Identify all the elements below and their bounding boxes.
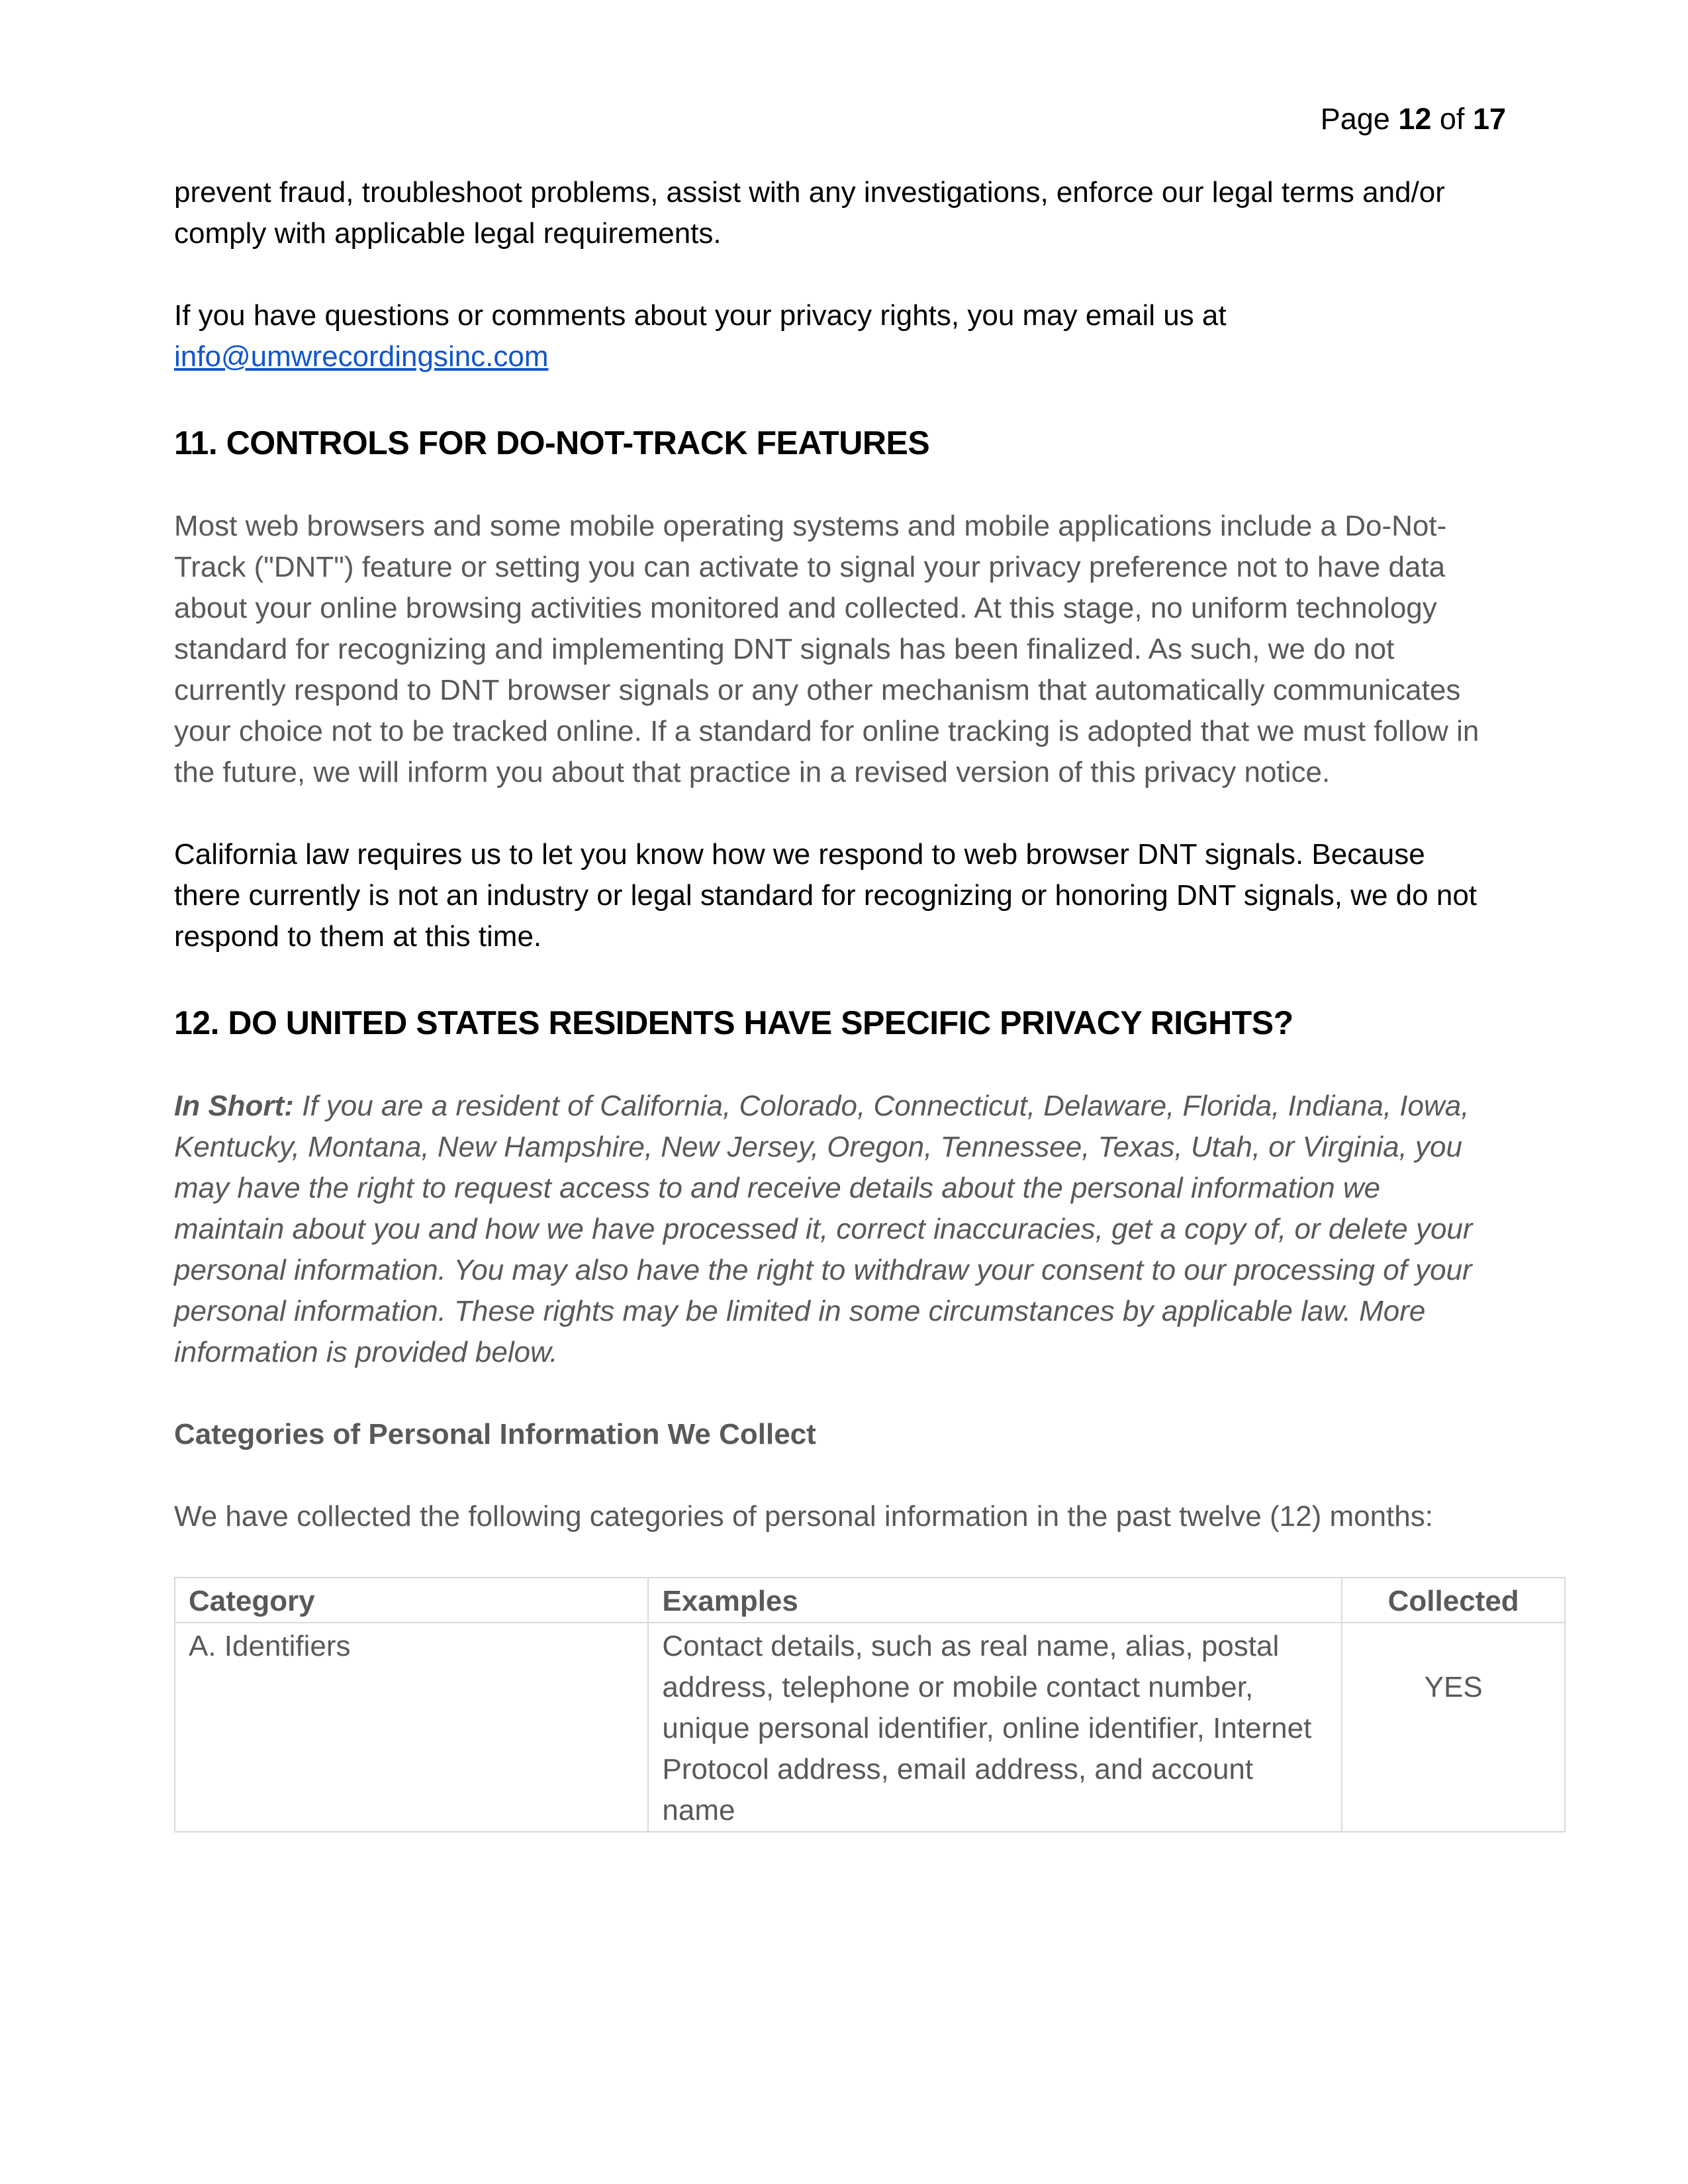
contact-email-link[interactable]: info@umwrecordingsinc.com — [174, 340, 549, 373]
page-label-prefix: Page — [1320, 102, 1390, 136]
dnt-paragraph: Most web browsers and some mobile operating systems and mobile applications include a Do-Not-Track ("DNT") feature or setting you can activate to signal your privacy preference not to have data about your online browsing activities monitored and collected. At this stage, no uniform technology standard for recognizing and implementing DNT signals has been finalized. As such, we do not currently respond to DNT browser signals or any other mechanism that automatically communicates your choice not to be tracked online. If a standard for online tracking is adopted that we must follow in the future, we will inform you about that practice in a revised version of this privacy notice. — [174, 510, 1479, 788]
categories-table — [174, 1577, 1566, 1832]
document-content — [174, 172, 1519, 1832]
in-short-text: If you are a resident of California, Colorado, Connecticut, Delaware, Florida, Indiana, Iowa, Kentucky, Montana, New Hampshire, New Jersey, Oregon, Tennessee, Texas, Utah, or Virginia, you may have the right to request access to and receive details about the personal information we maintain about you and how we have processed it, correct inaccuracies, get a copy of, or delete your personal information. You may also have the right to withdraw your consent to our processing of your personal information. These rights may be limited in some circumstances by applicable law. More information is provided below. — [174, 1090, 1473, 1368]
categories-subheading: Categories of Personal Information We Collect — [174, 1418, 816, 1450]
row-category: A. Identifiers — [175, 1623, 648, 1832]
page-current: 12 — [1398, 102, 1432, 136]
table-row — [175, 1623, 1565, 1832]
contact-paragraph — [174, 295, 1498, 377]
california-dnt-paragraph: California law requires us to let you know how we respond to web browser DNT signals. Because there currently is not an industry or legal standard for recognizing or honoring DNT signals, we do not respond to them at this time. — [174, 838, 1477, 953]
row-collected: YES — [1342, 1623, 1565, 1832]
continuation-paragraph: prevent fraud, troubleshoot problems, assist with any investigations, enforce our legal terms and/or comply with applicable legal requirements. — [174, 176, 1445, 250]
in-short-paragraph — [174, 1086, 1498, 1373]
row-examples: Contact details, such as real name, alias, postal address, telephone or mobile contact number, unique personal identifier, online identifier, Internet Protocol address, email address, and account name — [648, 1623, 1342, 1832]
page-number — [1321, 99, 1506, 139]
in-short-label: In Short: — [174, 1090, 294, 1122]
contact-text: If you have questions or comments about your privacy rights, you may email us at — [174, 299, 1227, 332]
collected-intro-paragraph: We have collected the following categories of personal information in the past twelve (12) months: — [174, 1500, 1433, 1533]
section-11-heading: 11. CONTROLS FOR DO-NOT-TRACK FEATURES — [174, 424, 930, 461]
header-category: Category — [175, 1578, 648, 1623]
header-examples: Examples — [648, 1578, 1342, 1623]
table-header-row — [175, 1578, 1565, 1623]
section-12-heading: 12. DO UNITED STATES RESIDENTS HAVE SPECIFIC PRIVACY RIGHTS? — [174, 1004, 1293, 1041]
header-collected: Collected — [1342, 1578, 1565, 1623]
page-total: 17 — [1472, 102, 1506, 136]
page-label-mid: of — [1439, 102, 1465, 136]
